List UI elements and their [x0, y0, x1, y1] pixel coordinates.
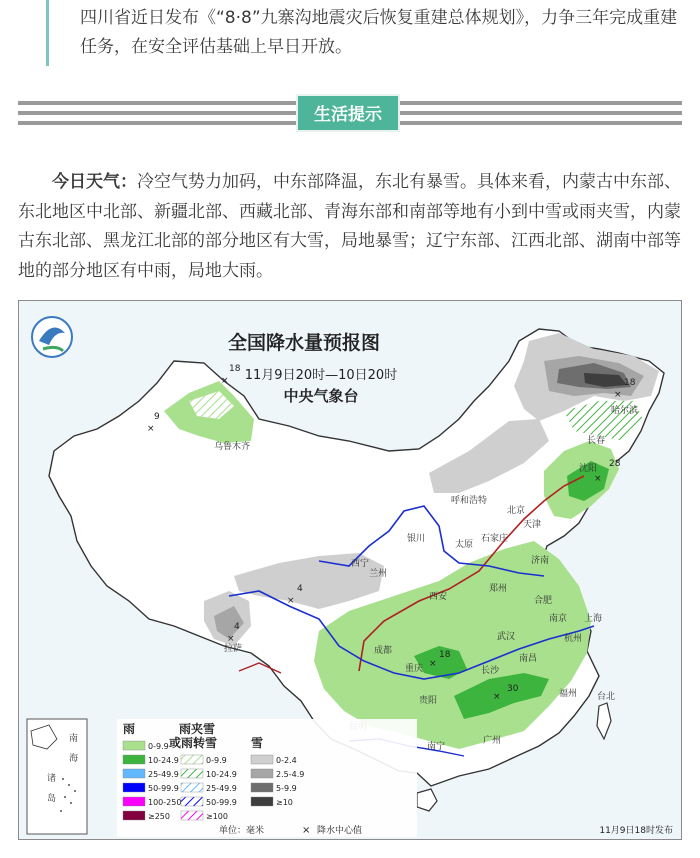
map-issued: 11月9日18时发布: [599, 826, 673, 836]
legend-col-snow: 雪: [251, 736, 264, 750]
south-sea-char: 南: [69, 734, 79, 744]
legend-rain-label: 25-49.9: [148, 770, 179, 779]
center-value: 9: [154, 412, 160, 422]
legend-unit: 单位：毫米: [219, 826, 265, 836]
city-label: 南京: [549, 614, 568, 624]
south-sea-inset: [27, 719, 87, 834]
south-sea-char: 海: [69, 754, 79, 764]
city-label: 长沙: [481, 666, 500, 676]
city-label: 福州: [559, 689, 578, 699]
city-label: 西宁: [351, 559, 370, 569]
legend-rain-swatch: [123, 769, 145, 778]
legend-rain-label: 0-9.9: [148, 742, 169, 751]
map-svg: [19, 301, 681, 839]
city-label: 哈尔滨: [611, 406, 639, 416]
city-label: 成都: [374, 646, 393, 656]
south-sea-char: 岛: [47, 794, 57, 804]
legend-snow-swatch: [251, 755, 273, 764]
city-label: 上海: [584, 614, 603, 624]
cma-logo: [32, 317, 72, 357]
city-label: 贵阳: [419, 696, 438, 706]
center-marker: ×: [227, 634, 235, 644]
intro-paragraph: 四川省近日发布《“8·8”九寨沟地震灾后恢复重建总体规划》，力争三年完成重建任务，在安全评估基础上早日开放。: [80, 8, 678, 57]
city-label: 乌鲁木齐: [214, 442, 251, 452]
legend-mix-label: 0-9.9: [206, 756, 227, 765]
weather-text: 冷空气势力加码，中东部降温，东北有暴雪。具体来看，内蒙古中东部、东北地区中北部、新疆北部、西藏北部、青海东部和南部等地有小到中雪或雨夹雪，内蒙古东北部、黑龙江北部的部分地区有大雪，局地暴雪；辽宁东部、江西北部、湖南中部等地的部分地区有中雨，局地大雨。: [18, 172, 681, 281]
center-value: 28: [609, 459, 621, 469]
section-title: 生活提示: [296, 94, 400, 132]
city-label: 南宁: [427, 742, 446, 752]
center-marker: ×: [287, 596, 295, 606]
legend-mix-swatch: [181, 783, 203, 792]
legend-mix-label: 25-49.9: [206, 784, 237, 793]
legend-rain-label: 10-24.9: [148, 756, 179, 765]
legend-snow-label: ≥10: [276, 798, 293, 807]
city-label: 银川: [407, 534, 426, 544]
legend-mix-swatch: [181, 811, 203, 820]
legend-snow-swatch: [251, 783, 273, 792]
south-sea-char: 诸: [47, 774, 57, 784]
city-label: 重庆: [405, 664, 424, 674]
legend-rain-label: 100-250: [148, 798, 182, 807]
city-label: 拉萨: [224, 644, 243, 654]
legend-snow-label: 0-2.4: [276, 756, 297, 765]
city-label: 西安: [429, 592, 448, 602]
legend-mix-label: 50-99.9: [206, 798, 237, 807]
weather-label: 今日天气：: [52, 172, 137, 192]
center-value: 30: [507, 684, 519, 694]
center-value: 4: [297, 584, 303, 594]
city-label: 呼和浩特: [451, 496, 488, 506]
city-label: 北京: [507, 506, 526, 516]
legend-rain-label: 50-99.9: [148, 784, 179, 793]
legend-rain-swatch: [123, 811, 145, 820]
legend-mix-label: 10-24.9: [206, 770, 237, 779]
legend-mix-swatch: [181, 797, 203, 806]
center-marker: ×: [221, 376, 229, 386]
legend-mix-swatch: [181, 755, 203, 764]
city-label: 南昌: [519, 654, 538, 664]
legend-mix-swatch: [181, 769, 203, 778]
legend-center-marker: ×: [302, 825, 311, 836]
center-value: 18: [624, 378, 636, 388]
city-label: 杭州: [564, 634, 583, 644]
city-label: 武汉: [497, 632, 516, 642]
map-issuer: 中央气象台: [283, 387, 359, 405]
precipitation-map: [18, 300, 682, 840]
city-label: 合肥: [534, 596, 553, 606]
legend-col-rain: 雨: [123, 722, 136, 736]
legend-snow-label: 2.5-4.9: [276, 770, 305, 779]
center-marker: ×: [493, 692, 501, 702]
map-period: 11月9日20时—10日20时: [244, 368, 398, 383]
map-legend: [117, 719, 417, 837]
legend-rain-swatch: [123, 783, 145, 792]
quote-bar: [46, 0, 49, 66]
legend-rain-label: ≥250: [148, 812, 170, 821]
legend-rain-swatch: [123, 755, 145, 764]
center-marker: ×: [147, 424, 155, 434]
city-label: 郑州: [489, 584, 508, 594]
city-label: 兰州: [369, 569, 388, 579]
city-label: 沈阳: [579, 464, 598, 474]
legend-snow-swatch: [251, 797, 273, 806]
legend-rain-swatch: [123, 797, 145, 806]
legend-mix-label: ≥100: [206, 812, 228, 821]
legend-snow-label: 5-9.9: [276, 784, 297, 793]
city-label: 太原: [455, 540, 474, 550]
center-marker: ×: [614, 390, 622, 400]
center-value: 18: [229, 364, 241, 374]
center-value: 4: [234, 622, 240, 632]
center-value: 18: [439, 650, 451, 660]
city-label: 广州: [483, 736, 502, 746]
legend-rain-swatch: [123, 741, 145, 750]
city-label: 天津: [523, 520, 542, 530]
legend-center-label: 降水中心值: [317, 826, 363, 836]
legend-col-mix-line1: 雨夹雪: [179, 722, 216, 736]
city-label: 台北: [597, 692, 616, 702]
city-label: 石家庄: [481, 534, 509, 544]
city-label: 济南: [531, 556, 550, 566]
legend-col-mix-line2: 或雨转雪: [169, 736, 218, 750]
legend-snow-swatch: [251, 769, 273, 778]
map-title: 全国降水量预报图: [227, 332, 381, 354]
center-marker: ×: [429, 659, 437, 669]
weather-paragraph: [18, 168, 682, 286]
city-label: 长春: [587, 436, 606, 446]
center-marker: ×: [594, 474, 602, 484]
